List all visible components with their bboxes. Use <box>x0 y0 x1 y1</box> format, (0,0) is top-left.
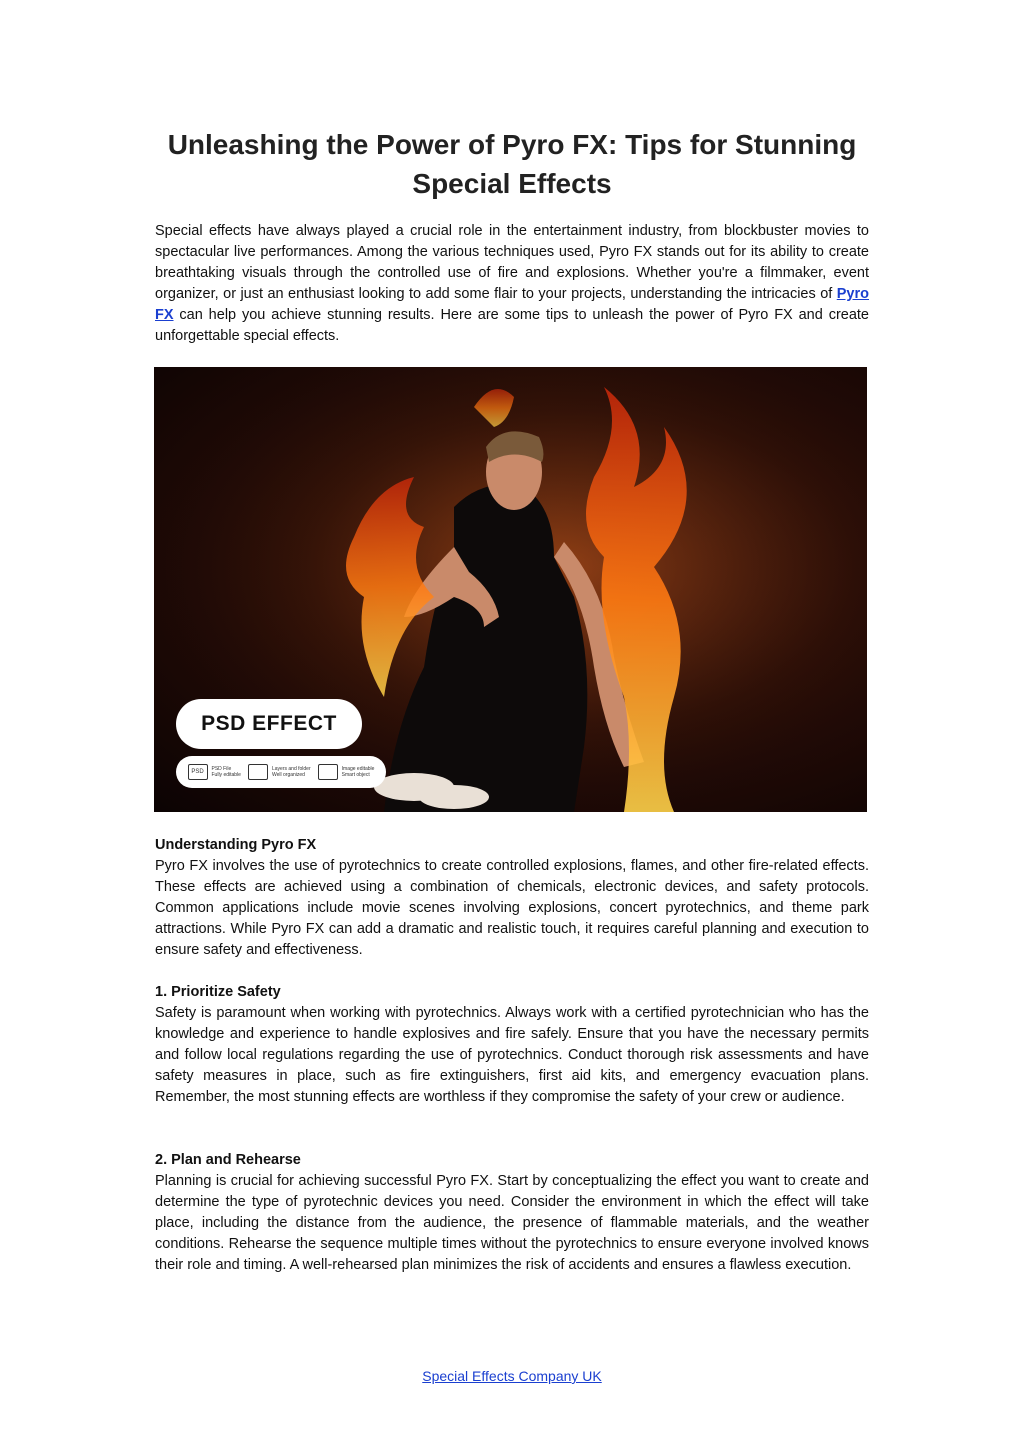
section-understanding <box>155 835 869 961</box>
page-title: Unleashing the Power of Pyro FX: Tips for Stunning Special Effects <box>167 129 857 199</box>
hero-image <box>154 367 867 812</box>
intro-text-end: can help you achieve stunning results. Here are some tips to unleash the power of Pyro FX and create unforgettable special effects. <box>155 307 869 344</box>
feature-layers <box>248 764 311 780</box>
image-icon <box>318 764 338 780</box>
pyro-fx-link[interactable]: Pyro FX <box>155 286 869 323</box>
feature-line: Image editable <box>341 766 375 772</box>
feature-line: Well organized <box>271 772 305 778</box>
section-heading: 2. Plan and Rehearse <box>155 1152 301 1168</box>
feature-bar <box>176 756 386 788</box>
intro-paragraph <box>155 221 869 347</box>
footer <box>0 1368 1024 1384</box>
psd-effect-badge: PSD EFFECT <box>176 699 362 749</box>
section-text: Planning is crucial for achieving successful Pyro FX. Start by conceptualizing the effect you want to create and determine the type of pyrotechnic devices you need. Consider the environment in which the effect will take place, including the distance from the audience, the presence of flammable materials, and the weather conditions. Rehearse the sequence multiple times without the pyrotechnics to ensure everyone involved knows their role and timing. A well-rehearsed plan minimizes the risk of accidents and ensures a flawless execution. <box>155 1173 869 1273</box>
psd-file-icon: PSD <box>188 764 208 780</box>
section-text: Safety is paramount when working with pyrotechnics. Always work with a certified pyrotechnician who has the knowledge and experience to handle explosives and fire safely. Ensure that you have the necessary permits and follow local regulations regarding the use of pyrotechnics. Conduct thorough risk assessments and have safety measures in place, such as fire extinguishers, first aid kits, and emergency evacuation plans. Remember, the most stunning effects are worthless if they compromise the safety of your crew or audience. <box>155 1005 869 1105</box>
intro-text-start: Special effects have always played a crucial role in the entertainment industry, from blockbuster movies to spectacular live performances. Among the various techniques used, Pyro FX stands out for its ability to create breathtaking visuals through the controlled use of fire and explosions. Whether you're a filmmaker, event organizer, or just an enthusiast looking to add some flair to your projects, understanding the intricacies of <box>155 223 869 302</box>
section-safety <box>155 982 869 1108</box>
feature-text <box>272 766 311 778</box>
feature-line: Layers and folder <box>271 766 311 772</box>
special-effects-company-link[interactable]: Special Effects Company UK <box>422 1368 602 1384</box>
section-heading: 1. Prioritize Safety <box>155 984 281 1000</box>
feature-text <box>212 766 241 778</box>
feature-line: PSD File <box>211 766 232 772</box>
feature-image-editable <box>318 764 375 780</box>
section-heading: Understanding Pyro FX <box>155 837 317 853</box>
folder-icon <box>248 764 268 780</box>
feature-line: Smart object <box>341 772 370 778</box>
feature-line: Fully editable <box>211 772 241 778</box>
section-plan <box>155 1150 869 1276</box>
section-text: Pyro FX involves the use of pyrotechnics to create controlled explosions, flames, and other fire-related effects. These effects are achieved using a combination of chemicals, electronic devices, and safety protocols. Common applications include movie scenes involving explosions, concert pyrotechnics, and theme park attractions. While Pyro FX can add a dramatic and realistic touch, it requires careful planning and execution to ensure safety and effectiveness. <box>155 858 869 958</box>
feature-text <box>342 766 375 778</box>
feature-psd-file <box>188 764 241 780</box>
